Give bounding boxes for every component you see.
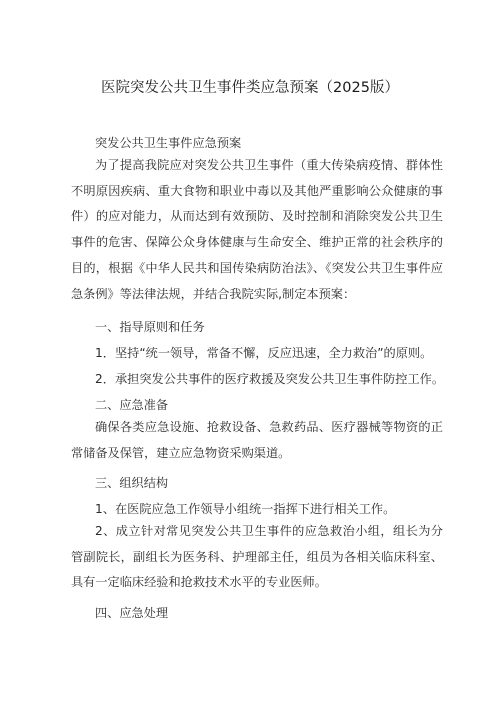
section-2-body: 确保各类应急设施、抢救设备、急救药品、医疗器械等物资的正常储备及保管，建立应急物资采购渠道。	[71, 420, 443, 460]
section-heading-4: 四、应急处理	[95, 606, 169, 620]
section-heading-1: 一、指导原则和任务	[95, 320, 205, 334]
section-3-item-1: 1、在医院应急工作领导小组统一指挥下进行相关工作。	[95, 502, 396, 516]
section-heading-3: 三、组织结构	[95, 476, 169, 490]
section-3-item-2: 2、成立针对常见突发公共卫生事件的应急救治小组，组长为分管副院长，副组长为医务科、护理部主任，组员为各相关临床科室、具有一定临床经验和抢救技术水平的专业医师。	[71, 524, 443, 590]
intro-paragraph: 为了提高我院应对突发公共卫生事件（重大传染病疫情、群体性不明原因疾病、重大食物和职业中毒以及其他严重影响公众健康的事件）的应对能力，从而达到有效预防、及时控制和消除突发公共卫生事件的危害、保障公众身体健康与生命安全、维护正常的社会秩序的目的，根据《中华人民共和国传染病防治法》、《突发公共卫生事件应急条例》等法律法规，并结合我院实际,制定本预案：	[71, 158, 443, 301]
section-1-item-1: 1．坚持“统一领导，常备不懈，反应迅速，全力救治”的原则。	[95, 346, 433, 360]
document-subtitle: 突发公共卫生事件应急预案	[95, 136, 242, 150]
section-heading-2: 二、应急准备	[95, 398, 169, 412]
document-title: 医院突发公共卫生事件类应急预案（2025版）	[101, 80, 399, 96]
section-1-item-2: 2．承担突发公共事件的医疗救援及突发公共卫生事件防控工作。	[95, 372, 445, 386]
